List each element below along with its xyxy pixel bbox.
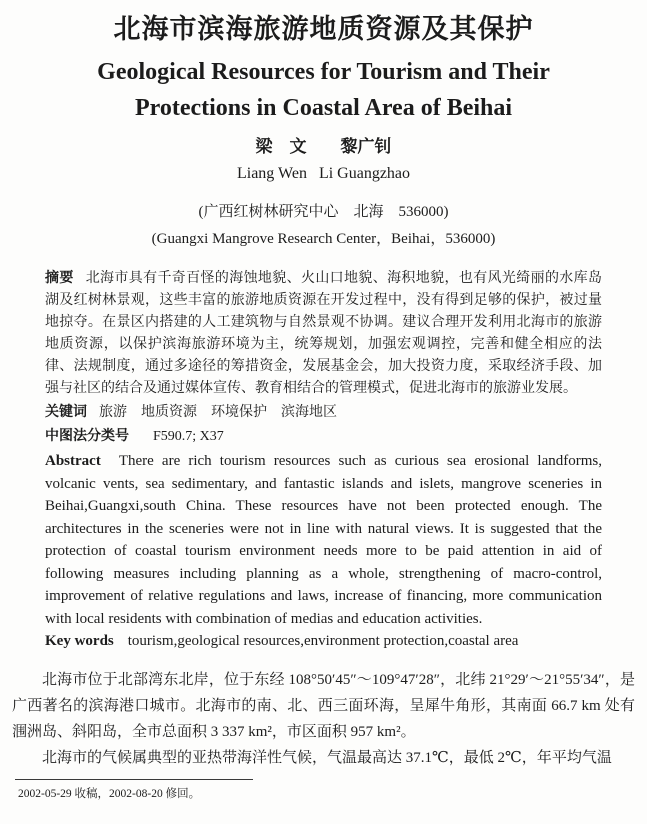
abstract-section [45,266,602,653]
keywords-chinese-items: 旅游 地质资源 环境保护 滨海地区 [99,405,337,420]
keywords-english-text: tourism,geological resources,environment protection,coastal area [127,633,519,649]
keywords-chinese [45,400,602,424]
footnote-divider [15,779,253,780]
keywords-chinese-label: 关键词 [45,403,87,419]
abstract-chinese-label: 摘要 [45,269,74,285]
paper-title-english-line2: Protections in Coastal Area of Beihai [134,95,513,121]
affiliation-english: (Guangxi Mangrove Research Center，Beihai，536000) [151,231,496,247]
paper-title-chinese: 北海市滨海旅游地质资源及其保护 [113,14,534,44]
abstract-english-text: There are rich tourism resources such as curious sea erosional landforms, volcanic vents, sea sedimentary, and fantastic islands and islets, mangrove sceneries in Beihai,Guangxi,south China. These resources have not been protected enough. The architectures in the sceneries were not in line with natural views. It is suggested that the protection of coastal tourism environment needs more to be paid attention in aid of following measures including planning as a whole, strengthening of macro-control, improvement of relative regulations and laws, increase of financing, more communication with local residents with combination of medias and education activities. [45,453,602,627]
authors-chinese: 梁 文 黎广钊 [255,137,392,156]
clc-value: F590.7; X37 [153,429,224,444]
body-section [12,667,635,771]
abstract-english [45,450,602,630]
paper-title-english [0,54,647,126]
clc-number [45,424,602,448]
received-revised-dates: 2002-05-29 收稿，2002-08-20 修回。 [18,787,201,800]
authors-english: Liang Wen Li Guangzhao [236,165,411,182]
affiliation-chinese: (广西红树林研究中心 北海 536000) [198,204,449,220]
body-paragraph-2: 北海市的气候属典型的亚热带海洋性气候，气温最高达 37.1℃，最低 2℃，年平均气温 [42,749,612,766]
clc-label: 中图法分类号 [45,427,129,443]
abstract-chinese [45,266,602,400]
paper-title-english-line1: Geological Resources for Tourism and Their [97,59,550,85]
keywords-english [45,630,602,653]
abstract-english-label: Abstract [45,453,101,469]
keywords-english-label: Key words [45,633,114,649]
body-paragraph-1: 北海市位于北部湾东北岸，位于东经 108°50′45″～109°47′28″，北纬 21°29′～21°55′34″，是广西著名的滨海港口城市。北海市的南、北、西三面环海，呈犀牛角形，其南面 66.7 km 处有涠洲岛、斜阳岛，全市总面积 3 337 km²，市区面积 957 km²。 [12,671,635,740]
abstract-chinese-text: 北海市具有千奇百怪的海蚀地貌、火山口地貌、海积地貌，也有风光绮丽的水库岛湖及红树林景观，这些丰富的旅游地质资源在开发过程中，没有得到足够的保护，被过量地掠夺。在景区内搭建的人工建筑物与自然景观不协调。建议合理开发利用北海市的旅游地质资源，以保护滨海旅游环境为主，统筹规划，加强宏观调控，完善和健全相应的法律、法规制度，通过多途径的筹措资金，发展基金会，加大投资力度，采取经济手段、加强与社区的结合及通过媒体宣传、教育相结合的管理模式，促进北海市的旅游业发展。 [45,271,602,396]
